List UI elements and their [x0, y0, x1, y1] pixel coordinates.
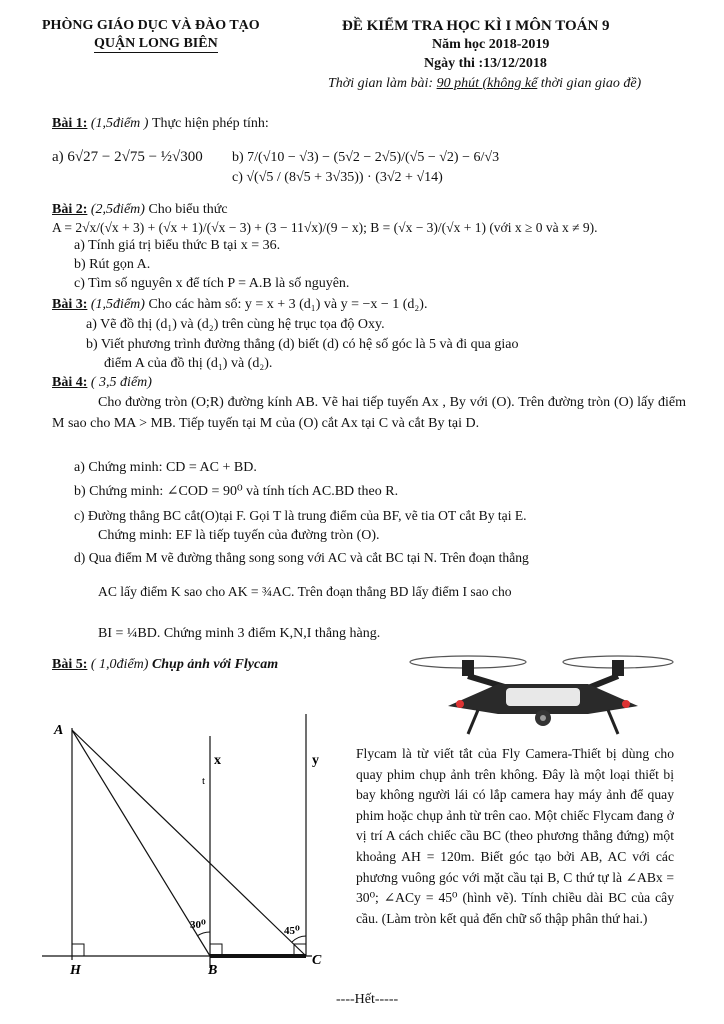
- bai4-item-d3: BI = ¼BD. Chứng minh 3 điểm K,N,I thẳng hàng.: [98, 626, 381, 641]
- bai1-part-b: b) 7/(√10 − √3) − (5√2 − 2√5)/(√5 − √2) − 6/√3: [232, 150, 500, 165]
- label-a: A: [54, 723, 64, 738]
- time-note-duration: 90 phút (không kể: [436, 76, 538, 91]
- label-x: x: [214, 753, 221, 768]
- bai1-points: (1,5điểm ): [87, 116, 152, 131]
- bai2-prompt: Cho biểu thức: [148, 202, 228, 217]
- bridge-figure: [40, 712, 340, 980]
- exam-title: ĐỀ KIỂM TRA HỌC KÌ I MÔN TOÁN 9: [342, 18, 610, 34]
- label-angle-45: 45⁰: [284, 925, 300, 937]
- bai1-label: Bài 1:: [52, 116, 88, 131]
- exam-date: Ngày thi :13/12/2018: [424, 56, 547, 71]
- bai3-item-b-cont: điểm A của đồ thị (d₁) và (d₂).: [104, 356, 273, 371]
- bai5-heading: [52, 655, 278, 674]
- drone-motor-left-icon: [462, 660, 474, 676]
- label-h: H: [70, 963, 81, 978]
- time-note-prefix: Thời gian làm bài:: [328, 76, 437, 91]
- bai4-item-a: a) Chứng minh: CD = AC + BD.: [74, 460, 257, 475]
- bai2-item-a: a) Tính giá trị biểu thức B tại x = 36.: [74, 238, 281, 253]
- bai2-heading: [52, 200, 228, 219]
- time-note: [328, 76, 641, 92]
- bai5-title: Chụp ảnh với Flycam: [151, 657, 279, 672]
- dept-line2: QUẬN LONG BIÊN: [94, 36, 218, 51]
- bai4-points: ( 3,5 điểm): [87, 375, 152, 390]
- bai5-text: Flycam là từ viết tắt của Fly Camera-Thiết bị dùng cho quay phim chụp ảnh trên không. Đây là một loại thiết bị bay không người lái có lắp camera hay máy ảnh để quay phim hoặc chụp ảnh từ trên cao. Một chiếc Flycam đang ở vị trí A cách chiếc cầu BC (theo phương thẳng đứng) một khoảng AH = 120m. Biết góc tạo bởi AB, AC với các phương vuông góc với mặt cầu tại B, C thứ tự là ∠ABx = 30⁰; ∠ACy = 45⁰ (hình vẽ). Tính chiều dài BC của cây cầu. (Làm tròn kết quả đến chữ số thập phân thứ hai.): [356, 746, 674, 926]
- bai4-item-c1: c) Đường thẳng BC cắt(O)tại F. Gọi T là trung điểm của BF, vẽ tia OT cắt By tại E.: [74, 508, 527, 523]
- label-angle-30: 30⁰: [190, 919, 206, 931]
- bai4-label: Bài 4:: [52, 375, 88, 390]
- bai1-part-c: c) √(√5 / (8√5 + 3√35)) · (3√2 + √14): [232, 170, 443, 185]
- bai1-heading: [52, 114, 269, 133]
- bai2-item-c: c) Tìm số nguyên x để tích P = A.B là số nguyên.: [74, 276, 350, 291]
- label-b: B: [208, 963, 218, 978]
- bai2-item-b: b) Rút gọn A.: [74, 257, 151, 272]
- bai3-label: Bài 3:: [52, 297, 88, 312]
- bai4-item-d2: AC lấy điểm K sao cho AK = ¾AC. Trên đoạn thẳng BD lấy điểm I sao cho: [98, 584, 512, 599]
- footer-end: ----Hết-----: [336, 992, 399, 1007]
- label-c: C: [312, 953, 322, 968]
- bai5-points: ( 1,0điểm): [87, 657, 152, 672]
- bai1-part-a: a) 6√27 − 2√75 − ½√300: [52, 149, 203, 165]
- bai2-label: Bài 2:: [52, 202, 88, 217]
- bai2-expression: A = 2√x/(√x + 3) + (√x + 1)/(√x − 3) + (3 − 11√x)/(9 − x); B = (√x − 3)/(√x + 1) (với x ≥ 0 và x ≠ 9).: [52, 220, 598, 235]
- right-angle-h-icon: [72, 944, 84, 956]
- dept-line1: PHÒNG GIÁO DỤC VÀ ĐÀO TẠO: [42, 18, 260, 33]
- drone-shell-icon: [506, 688, 580, 706]
- bai5-label: Bài 5:: [52, 657, 88, 672]
- bai4-item-d1: d) Qua điểm M vẽ đường thẳng song song với AC và cắt BC tại N. Trên đoạn thẳng: [74, 550, 529, 565]
- drone-leg-left-icon: [468, 710, 478, 734]
- bai3-prompt: Cho các hàm số: y = x + 3 (d₁) và y = −x − 1 (d₂).: [148, 297, 428, 312]
- drone-motor-right-icon: [612, 660, 624, 676]
- bai2-points: (2,5điểm): [87, 202, 149, 217]
- bai4-item-c2: Chứng minh: EF là tiếp tuyến của đường tròn (O).: [98, 528, 380, 543]
- label-t: t: [202, 775, 206, 787]
- time-note-suffix: thời gian giao đề): [537, 76, 642, 91]
- bai1-prompt: Thực hiện phép tính:: [151, 116, 269, 131]
- bai3-heading: [52, 295, 427, 314]
- drone-illustration: [388, 648, 688, 740]
- label-y: y: [312, 753, 319, 768]
- drone-leg-right-icon: [608, 710, 618, 734]
- bai4-intro: Cho đường tròn (O;R) đường kính AB. Vẽ hai tiếp tuyến Ax , By với (O). Trên đường tròn (O) lấy điểm M sao cho MA > MB. Tiếp tuyến tại M của (O) cắt Ax tại C và cắt By tại D.: [52, 395, 686, 431]
- bai4-item-b: b) Chứng minh: ∠COD = 90⁰ và tính tích AC.BD theo R.: [74, 484, 399, 499]
- bai3-points: (1,5điểm): [87, 297, 149, 312]
- bai4-heading: [52, 373, 152, 392]
- bai3-item-b: b) Viết phương trình đường thẳng (d) biết (d) có hệ số góc là 5 và đi qua giao: [86, 337, 519, 352]
- school-year: Năm học 2018-2019: [432, 37, 550, 52]
- angle-arc-b-icon: [197, 932, 210, 936]
- bai3-item-a: a) Vẽ đồ thị (d₁) và (d₂) trên cùng hệ trục tọa độ Oxy.: [86, 317, 385, 332]
